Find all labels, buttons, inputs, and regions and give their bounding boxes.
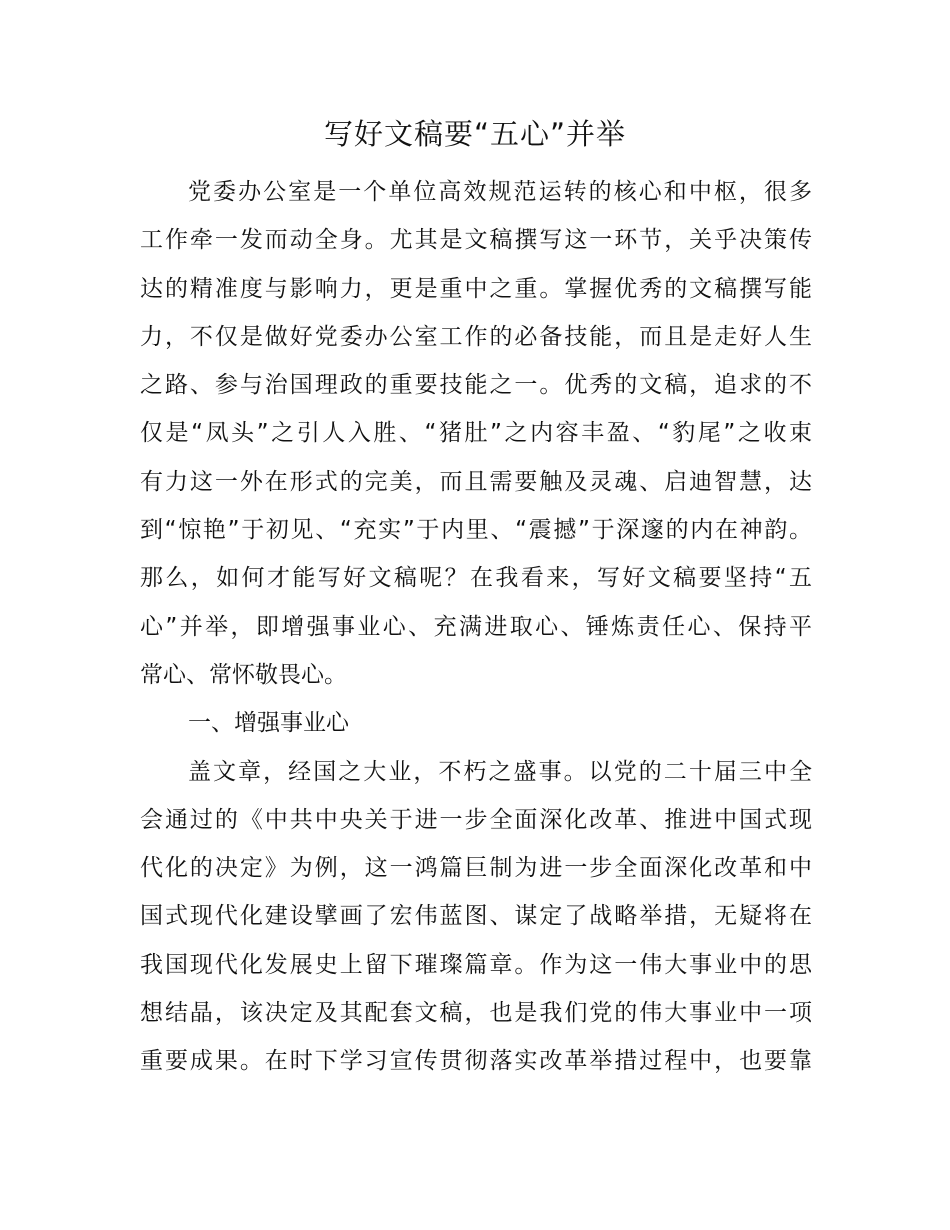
section-heading	[140, 699, 812, 747]
text-line: 到“惊艳”于初见、“充实”于内里、“震撼”于深邃的内在神韵。	[140, 517, 812, 544]
text-line: 代化的决定》为例，这一鸿篇巨制为进一步全面深化改革和中	[140, 855, 812, 882]
text-line: 我国现代化发展史上留下璀璨篇章。作为这一伟大事业中的思	[140, 951, 812, 978]
text-line: 想结晶，该决定及其配套文稿，也是我们党的伟大事业中一项	[140, 1000, 812, 1027]
paragraph-intro	[140, 168, 812, 699]
text-line: 党委办公室是一个单位高效规范运转的核心和中枢，很多	[188, 179, 812, 205]
paragraph-section-one	[140, 748, 812, 1086]
document-title: 写好文稿要“五心”并举	[323, 117, 627, 151]
text-line: 仅是“凤头”之引人入胜、“猪肚”之内容丰盈、“豹尾”之收束	[140, 420, 812, 447]
text-line: 达的精准度与影响力，更是重中之重。掌握优秀的文稿撰写能	[140, 275, 812, 302]
text-line: 有力这一外在形式的完美，而且需要触及灵魂、启迪智慧，达	[140, 468, 812, 495]
document-body	[140, 168, 812, 1086]
text-line: 之路、参与治国理政的重要技能之一。优秀的文稿，追求的不	[140, 372, 812, 399]
text-line: 重要成果。在时下学习宣传贯彻落实改革举措过程中，也要靠	[140, 1048, 812, 1075]
text-line: 国式现代化建设擘画了宏伟蓝图、谋定了战略举措，无疑将在	[140, 903, 812, 930]
section-heading-text: 一、增强事业心	[188, 710, 349, 737]
text-line: 盖文章，经国之大业，不朽之盛事。以党的二十届三中全	[188, 758, 812, 785]
text-line: 力，不仅是做好党委办公室工作的必备技能，而且是走好人生	[140, 323, 812, 350]
text-line: 会通过的《中共中央关于进一步全面深化改革、推进中国式现	[140, 806, 812, 833]
text-line: 常心、常怀敬畏心。	[140, 661, 347, 688]
text-line: 工作牵一发而动全身。尤其是文稿撰写这一环节，关乎决策传	[140, 227, 812, 254]
text-line: 心”并举，即增强事业心、充满进取心、锤炼责任心、保持平	[140, 613, 812, 640]
text-line: 那么，如何才能写好文稿呢？在我看来，写好文稿要坚持“五	[140, 565, 812, 592]
